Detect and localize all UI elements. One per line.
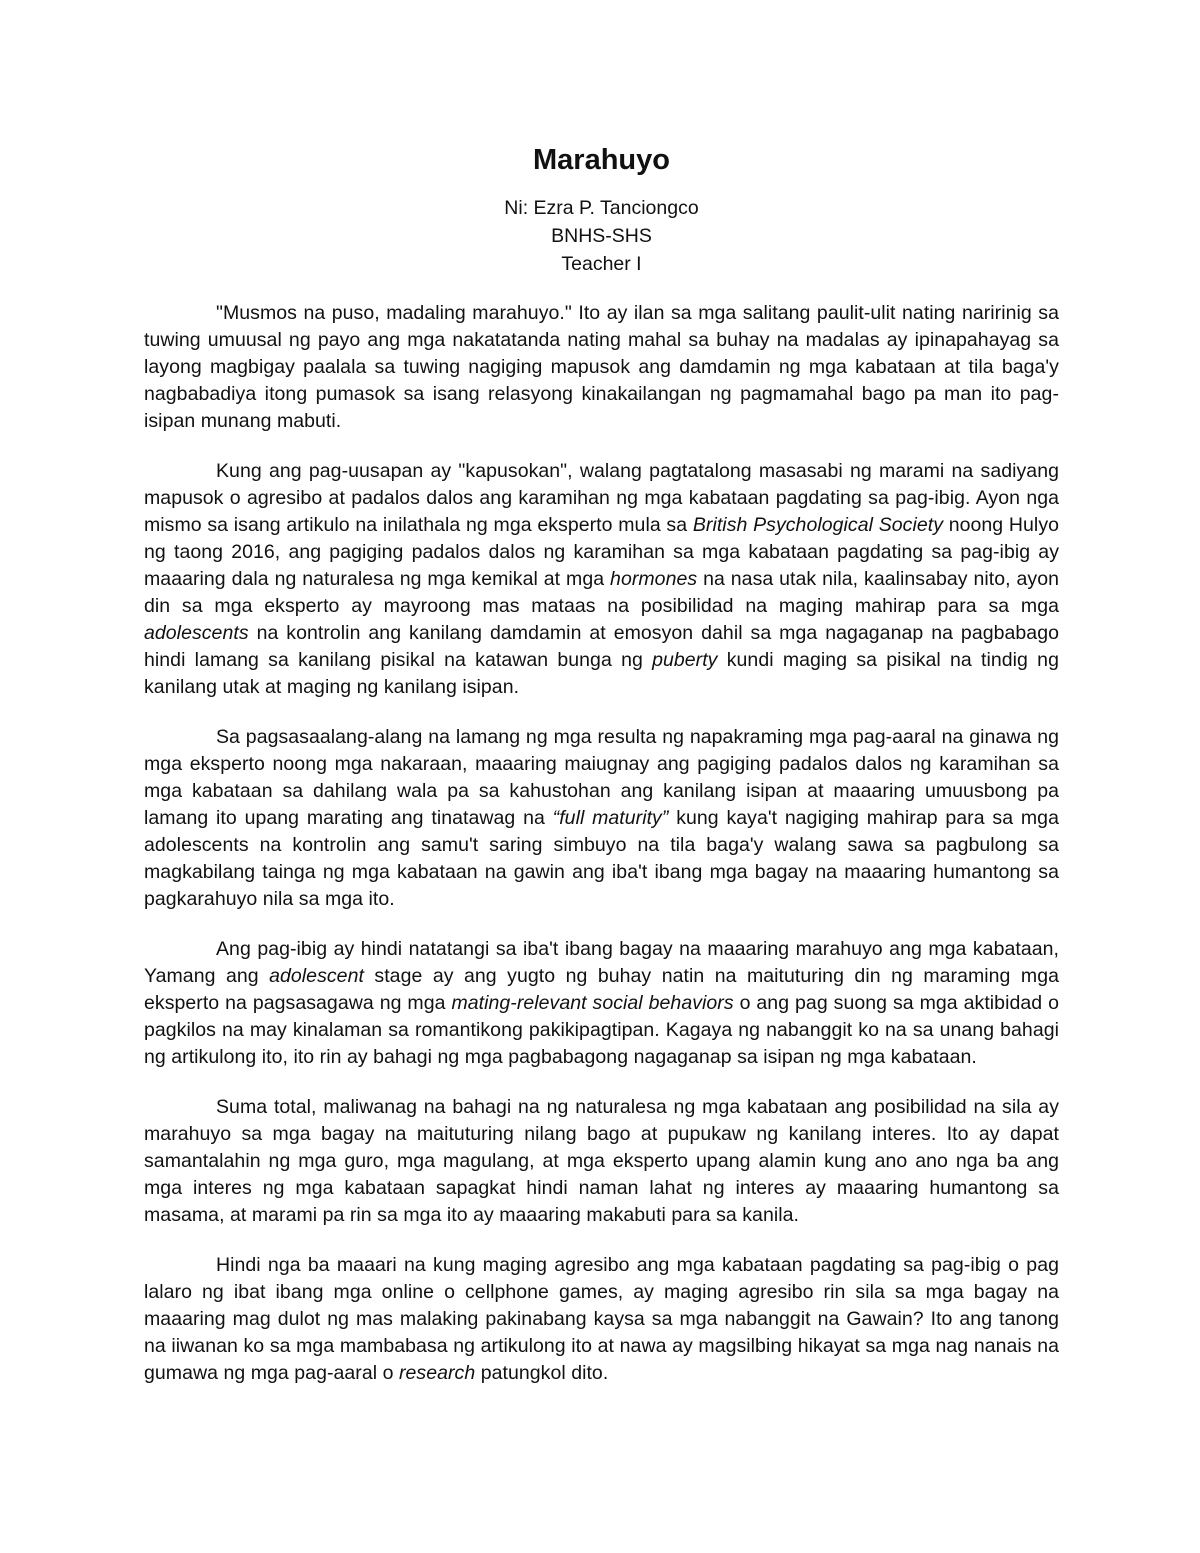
- italic-term: puberty: [652, 649, 718, 671]
- author-line: Ni: Ezra P. Tanciongco: [504, 197, 699, 219]
- text-run: Suma total, maliwanag na bahagi na ng naturalesa ng mga kabataan ang posibilidad na sila ay marahuyo sa mga bagay na maituturing nilang bago at pupukaw ng kanilang interes. Ito ay dapat samantalahin ng mga guro, mga magulang, at mga eksperto upang alamin kung ano ano nga ba ang mga interes ng mga kabataan sapagkat hindi naman lahat ng interes ay maaaring humantong sa masama, at marami pa rin sa mga ito ay maaaring makabuti para sa kanila.: [144, 1096, 1059, 1226]
- text-run: Ang pag-ibig ay hindi natatangi sa iba't ibang bagay na maaaring marahuyo ang mga kabataan, Yamang ang: [144, 938, 1059, 987]
- text-run: Hindi nga ba maaari na kung maging agresibo ang mga kabataan pagdating sa pag-ibig o pag lalaro ng ibat ibang mga online o cellphone games, ay maging agresibo rin sila sa mga bagay na maaaring mag dulot ng mas malaking pakinabang kaysa sa mga nabanggit na Gawain? Ito ang tanong na iiwanan ko sa mga mambabasa ng artikulong ito at nawa ay magsilbing hikayat sa mga nag nanais na gumawa ng mga pag-aaral o: [144, 1254, 1059, 1384]
- text-run: Kung ang pag-uusapan ay "kapusokan", walang pagtatalong masasabi ng marami na sadiyang mapusok o agresibo at padalos dalos ang karamihan ng mga kabataan pagdating sa pag-ibig. Ayon nga mismo sa isang artikulo na inilathala ng mga eksperto mula sa: [144, 460, 1059, 536]
- text-run: kung kaya't nagiging mahirap para sa mga adolescents na kontrolin ang samu't saring simbuyo na tila baga'y walang sawa sa pagbulong sa magkabilang tainga ng mga kabataan na gawin ang iba't ibang mga bagay na maaaring humantong sa pagkarahuyo nila sa mga ito.: [144, 807, 1059, 910]
- text-run: na nasa utak nila, kaalinsabay nito, ayon din sa mga eksperto ay mayroong mas mataas na posibilidad na maging mahirap para sa mga: [144, 568, 1059, 617]
- paragraph: [144, 458, 1059, 701]
- document-title: Marahuyo: [533, 144, 670, 176]
- text-run: noong Hulyo ng taong 2016, ang pagiging padalos dalos ng karamihan sa mga kabataan pagdating sa pag-ibig ay maaaring dala ng naturalesa ng mga kemikal at mga: [144, 514, 1060, 590]
- article-body: [144, 300, 1059, 1387]
- italic-term: mating-relevant social behaviors: [451, 992, 734, 1014]
- paragraph: [144, 936, 1059, 1071]
- italic-term: hormones: [610, 568, 698, 590]
- text-run: na kontrolin ang kanilang damdamin at emosyon dahil sa mga nagaganap na pagbabago hindi lamang sa kanilang pisikal na katawan bunga ng: [144, 622, 1059, 671]
- paragraph: [144, 1094, 1059, 1229]
- text-run: o ang pag suong sa mga aktibidad o pagkilos na may kinalaman sa romantikong pakikipagtipan. Kagaya ng nabanggit ko na sa unang bahagi ng artikulong ito, ito rin ay bahagi ng mga pagbabagong nagaganap sa isipan ng mga kabataan.: [144, 992, 1059, 1068]
- italic-term: “full maturity”: [552, 807, 669, 829]
- italic-term: British Psychological Society: [692, 514, 943, 536]
- text-run: "Musmos na puso, madaling marahuyo." Ito ay ilan sa mga salitang paulit-ulit nating naririnig sa tuwing umuusal ng payo ang mga nakatatanda nating mahal sa buhay na madalas ay ipinapahayag sa layong magbigay paalala sa tuwing nagiging mapusok ang damdamin ng mga kabataan at tila baga'y nagbabadiya itong pumasok sa isang relasyong kinakailangan ng pagmamahal bago pa man ito pag-isipan munang mabuti.: [144, 302, 1059, 432]
- byline: [144, 194, 1059, 278]
- position-line: Teacher I: [561, 253, 642, 275]
- text-run: patungkol dito.: [475, 1362, 609, 1384]
- italic-term: research: [398, 1362, 476, 1384]
- text-run: Sa pagsasaalang-alang na lamang ng mga resulta ng napakraming mga pag-aaral na ginawa ng mga eksperto noong mga nakaraan, maaaring maiugnay ang pagiging padalos dalos ng karamihan sa mga kabataan sa dahilang wala pa sa kahustohan ang kanilang isipan at maaaring umuusbong pa lamang ito upang marating ang tinatawag na: [144, 726, 1059, 829]
- document-page: [144, 140, 1059, 1410]
- school-line: BNHS-SHS: [551, 225, 652, 247]
- text-run: stage ay ang yugto ng buhay natin na maituturing din ng maraming mga eksperto na pagsasagawa ng mga: [144, 965, 1059, 1014]
- text-run: kundi maging sa pisikal na tindig ng kanilang utak at maging ng kanilang isipan.: [144, 649, 1059, 698]
- italic-term: adolescents: [144, 622, 249, 644]
- paragraph: [144, 1252, 1059, 1387]
- paragraph: [144, 724, 1059, 913]
- italic-term: adolescent: [269, 965, 364, 987]
- paragraph: [144, 300, 1059, 435]
